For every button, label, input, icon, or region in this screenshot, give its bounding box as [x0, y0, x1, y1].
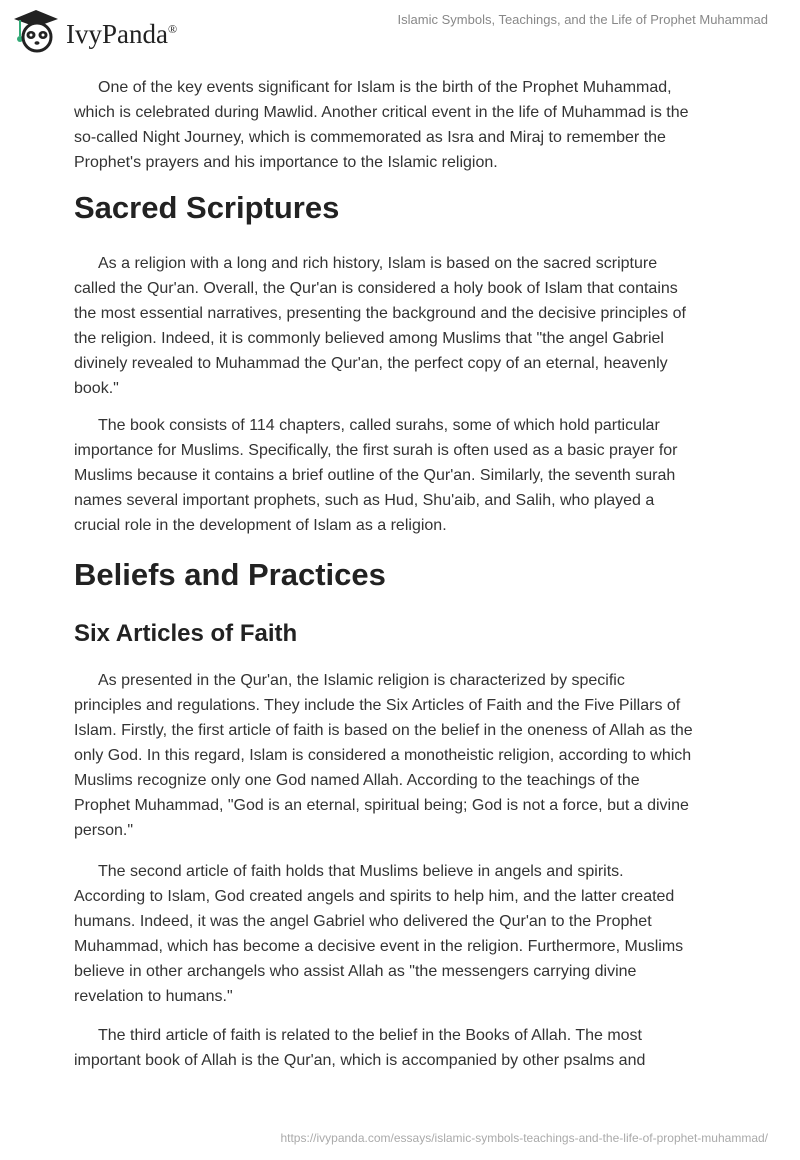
text-line: The third article of faith is related to the belief in the Books of Allah. The most [98, 1027, 642, 1044]
text-line: Muslims recognize only one God named Allah. According to the teachings of the [74, 772, 640, 789]
text-line: so-called Night Journey, which is commemorated as Isra and Miraj to remember the [74, 129, 666, 146]
text-line: crucial role in the development of Islam as a religion. [74, 517, 447, 534]
ivypanda-logo[interactable] [12, 6, 177, 54]
text-line: Islam. Firstly, the first article of faith is based on the belief in the oneness of Allah as the [74, 722, 693, 739]
text-line: the most essential narratives, presenting the background and the decisive principles of [74, 305, 686, 322]
text-line: Muhammad, which has become a decisive event in the religion. Furthermore, Muslims [74, 938, 684, 955]
text-line: called the Qur'an. Overall, the Qur'an is considered a holy book of Islam that contains [74, 280, 678, 297]
text-line: As a religion with a long and rich history, Islam is based on the sacred scripture [98, 255, 658, 272]
document-title: Islamic Symbols, Teachings, and the Life of Prophet Muhammad [397, 12, 768, 27]
paragraph-3 [74, 413, 754, 538]
text-line: The second article of faith holds that Muslims believe in angels and spirits. [98, 863, 624, 880]
paragraph-2 [74, 251, 754, 401]
paragraph-4 [74, 668, 754, 843]
text-line: As presented in the Qur'an, the Islamic religion is characterized by specific [98, 672, 625, 689]
brand-name: IvyPanda [66, 18, 168, 49]
heading-six-articles: Six Articles of Faith [74, 620, 298, 647]
text-line: humans. Indeed, it was the angel Gabriel who delivered the Qur'an to the Prophet [74, 913, 652, 930]
text-line: Prophet's prayers and his importance to the Islamic religion. [74, 154, 498, 171]
text-line: One of the key events significant for Islam is the birth of the Prophet Muhammad, [98, 79, 672, 96]
panda-graduate-icon [12, 6, 60, 54]
text-line: importance for Muslims. Specifically, the first surah is often used as a basic prayer for [74, 442, 678, 459]
text-line: important book of Allah is the Qur'an, which is accompanied by other psalms and [74, 1052, 646, 1069]
paragraph-5 [74, 859, 754, 1009]
text-line: believe in other archangels who assist Allah as "the messengers carrying divine [74, 963, 637, 980]
text-line: The book consists of 114 chapters, called surahs, some of which hold particular [98, 417, 660, 434]
text-line: revelation to humans." [74, 988, 233, 1005]
text-line: book." [74, 380, 119, 397]
text-line: which is celebrated during Mawlid. Another critical event in the life of Muhammad is the [74, 104, 689, 121]
text-line: Muslims because it contains a brief outline of the Qur'an. Similarly, the seventh surah [74, 467, 676, 484]
registered-mark: ® [167, 21, 178, 36]
paragraph-1 [74, 75, 754, 175]
heading-beliefs-and-practices: Beliefs and Practices [74, 557, 386, 592]
text-line: divinely revealed to Muhammad the Qur'an, the perfect copy of an eternal, heavenly [74, 355, 668, 372]
paragraph-6 [74, 1023, 754, 1073]
text-line: Prophet Muhammad, "God is an eternal, spiritual being; God is not a force, but a divine [74, 797, 689, 814]
text-line: According to Islam, God created angels and spirits to help him, and the latter created [74, 888, 675, 905]
text-line: the religion. Indeed, it is commonly believed among Muslims that "the angel Gabriel [74, 330, 664, 347]
text-line: only God. In this regard, Islam is considered a monotheistic religion, according to which [74, 747, 692, 764]
text-line: principles and regulations. They include the Six Articles of Faith and the Five Pillars of [74, 697, 681, 714]
source-url[interactable]: https://ivypanda.com/essays/islamic-symbols-teachings-and-the-life-of-prophet-muhammad/ [280, 1131, 768, 1145]
heading-sacred-scriptures: Sacred Scriptures [74, 190, 340, 225]
text-line: names several important prophets, such as Hud, Shu'aib, and Salih, who played a [74, 492, 655, 509]
text-line: person." [74, 822, 134, 839]
